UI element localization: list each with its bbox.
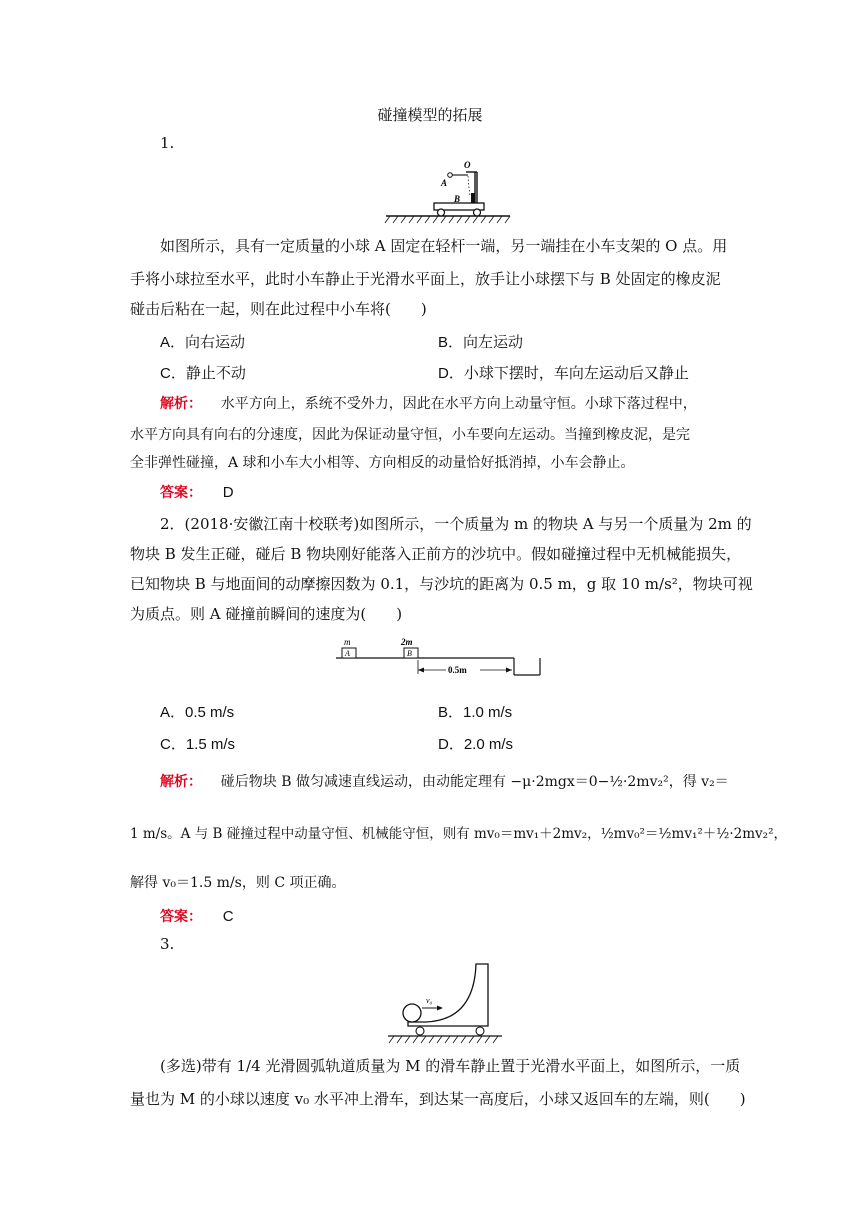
q2-option-c: C．1.5 m/s <box>160 736 236 753</box>
q2-answer-label: 答案： <box>160 909 202 925</box>
page-title: 碰撞模型的拓展 <box>377 106 483 124</box>
q2-text-line-3: 已知物块 B 与地面间的动摩擦因数为 0.1，与沙坑的距离为 0.5 m，g 取 10 m/s²，物块可视 <box>130 575 753 593</box>
q3-figure <box>386 960 506 1046</box>
q1-text-line-1: 如图所示，具有一定质量的小球 A 固定在轻杆一端，另一端挂在小车支架的 O 点。用 <box>160 237 728 255</box>
block-A-mass-label: m <box>344 637 351 647</box>
block-B-mass-label: 2m <box>401 637 413 647</box>
q2-option-b: B．1.0 m/s <box>438 704 513 721</box>
block-B-label: B <box>407 649 412 658</box>
q1-figure <box>384 158 514 226</box>
q1-answer-label: 答案： <box>160 485 202 501</box>
q2-text-line-2: 物块 B 发生正碰，碰后 B 物块刚好能落入正前方的沙坑中。假如碰撞过程中无机械能损失， <box>130 545 742 563</box>
q2-answer-value: C <box>222 908 234 925</box>
label-B: B <box>454 194 461 204</box>
q1-analysis-label: 解析： <box>160 396 202 412</box>
q1-analysis-row <box>160 393 697 413</box>
q2-text-line-4: 为质点。则 A 碰撞前瞬间的速度为( ) <box>130 605 403 623</box>
q1-answer-row <box>160 482 234 502</box>
label-O: O <box>464 160 471 170</box>
q2-figure <box>334 634 548 680</box>
q2-analysis-row <box>160 771 729 791</box>
v0-label: v₀ <box>426 996 433 1005</box>
q1-answer-value: D <box>222 484 234 501</box>
q3-text-line-2: 量也为 M 的小球以速度 v₀ 水平冲上滑车，到达某一高度后，小球又返回车的左端，则( ) <box>130 1090 746 1108</box>
q2-answer-row <box>160 906 234 926</box>
q1-text-line-3: 碰击后粘在一起，则在此过程中小车将( ) <box>130 300 427 318</box>
q2-analysis-label: 解析： <box>160 774 202 790</box>
question-3-number: 3. <box>160 935 175 953</box>
q1-analysis-line-1: 水平方向上，系统不受外力，因此在水平方向上动量守恒。小球下落过程中， <box>220 396 697 412</box>
q2-analysis-line-1: 碰后物块 B 做匀减速直线运动，由动能定理有 −μ·2mgx＝0−½·2mv₂²，得 v₂＝ <box>220 774 729 790</box>
q1-option-b: B．向左运动 <box>438 334 524 351</box>
q1-option-c: C．静止不动 <box>160 365 246 382</box>
q3-text-line-1: (多选)带有 1/4 光滑圆弧轨道质量为 M 的滑车静止置于光滑水平面上，如图所示，一质 <box>160 1057 741 1075</box>
q1-option-a: A．向右运动 <box>160 334 246 351</box>
label-A: A <box>441 178 448 188</box>
block-A-label: A <box>345 649 350 658</box>
q1-text-line-2: 手将小球拉至水平，此时小车静止于光滑水平面上，放手让小球摆下与 B 处固定的橡皮泥 <box>130 270 721 288</box>
q1-analysis-line-3: 全非弹性碰撞，A 球和小车大小相等、方向相反的动量恰好抵消掉，小车会静止。 <box>130 455 635 471</box>
q2-analysis-line-3: 解得 v₀＝1.5 m/s，则 C 项正确。 <box>130 875 346 891</box>
q2-text-line-1: 2．(2018·安徽江南十校联考)如图所示，一个质量为 m 的物块 A 与另一个质量为 2m 的 <box>160 515 752 533</box>
q2-option-d: D．2.0 m/s <box>438 736 514 753</box>
q1-analysis-line-2: 水平方向具有向右的分速度，因此为保证动量守恒，小车要向左运动。当撞到橡皮泥，是完 <box>130 427 690 443</box>
q2-analysis-line-2: 1 m/s。A 与 B 碰撞过程中动量守恒、机械能守恒，则有 mv₀＝mv₁＋2mv₂，½mv₀²＝½mv₁²＋½·2mv₂²， <box>130 826 787 842</box>
question-1-number: 1. <box>160 134 175 152</box>
q1-option-d: D．小球下摆时，车向左运动后又静止 <box>438 365 689 382</box>
distance-label: 0.5m <box>448 665 467 675</box>
q2-option-a: A．0.5 m/s <box>160 704 235 721</box>
